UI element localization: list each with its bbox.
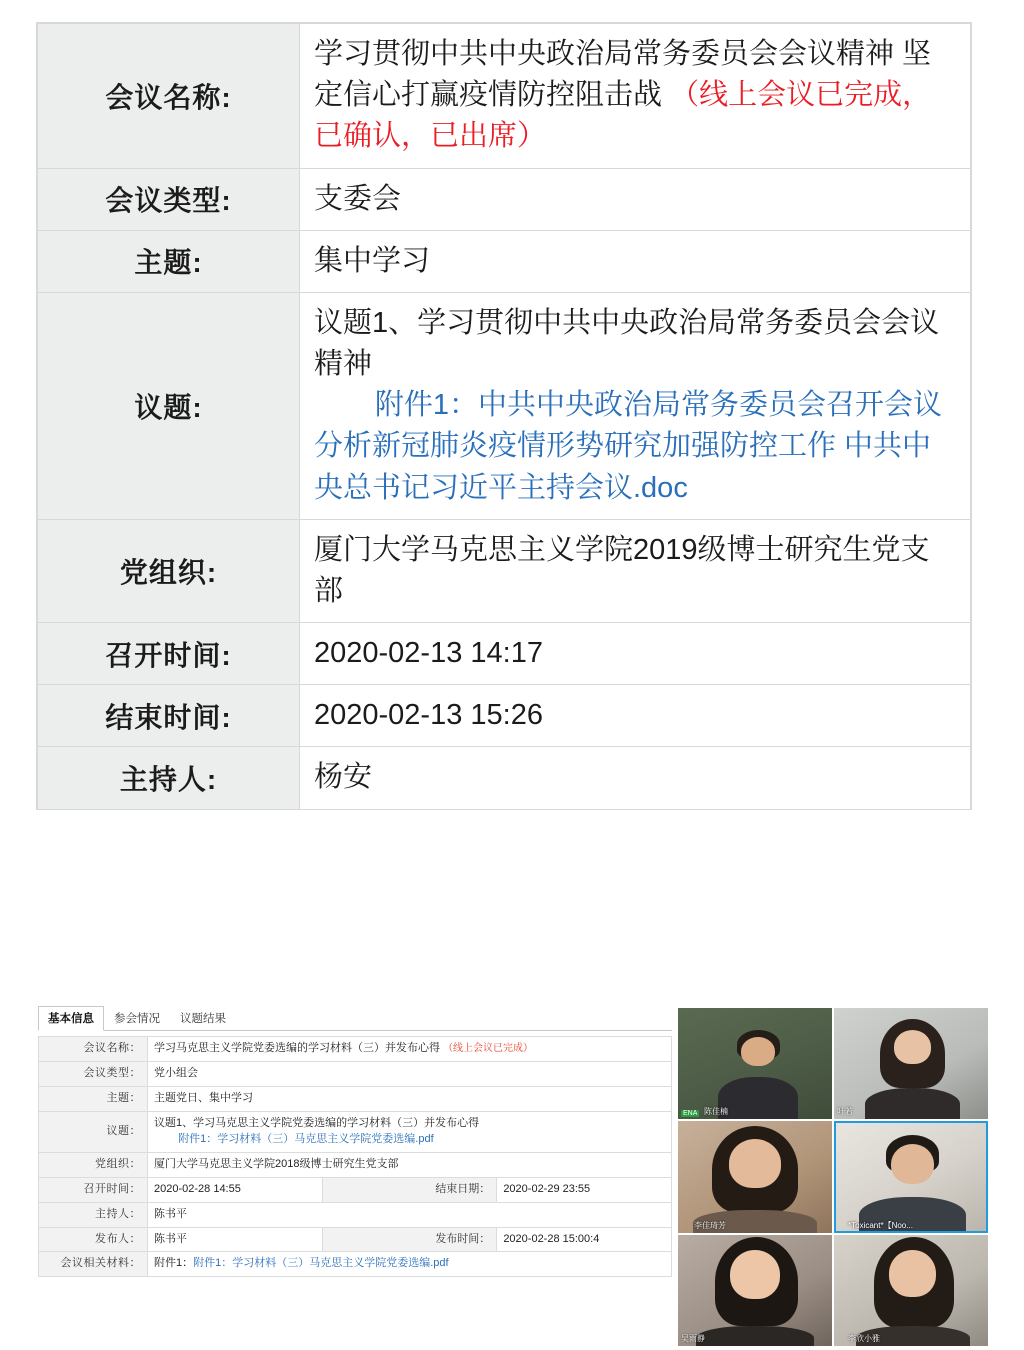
table-row xyxy=(38,519,971,622)
row-value-meeting-name xyxy=(300,24,971,169)
mini-label-materials: 会议相关材料： xyxy=(39,1252,148,1277)
row-label-organization: 党组织: xyxy=(38,519,300,622)
table-row xyxy=(38,24,971,169)
mini-materials-prefix: 附件1： xyxy=(154,1257,194,1270)
mini-value-meeting-name xyxy=(148,1037,672,1062)
video-tile[interactable] xyxy=(834,1008,988,1119)
tab-agenda-result[interactable]: 议题结果 xyxy=(180,1013,226,1025)
table-row xyxy=(39,1202,672,1227)
mini-value-topic: 主题党日、集中学习 xyxy=(148,1086,672,1111)
row-value-end-time: 2020-02-13 15:26 xyxy=(300,685,971,747)
mini-meeting-name-status: （线上会议已完成） xyxy=(443,1043,534,1054)
participant-face xyxy=(741,1037,775,1066)
embedded-screenshot-panel xyxy=(0,1000,1024,1350)
table-row xyxy=(38,623,971,685)
tab-bar xyxy=(38,1008,672,1031)
row-value-topic: 集中学习 xyxy=(300,230,971,292)
participant-name: 李欣小雅 xyxy=(848,1334,880,1343)
tab-basic-info[interactable]: 基本信息 xyxy=(38,1006,104,1031)
mini-meeting-name-text: 学习马克思主义学院党委选编的学习材料（三）并发布心得 xyxy=(154,1042,440,1054)
row-label-host: 主持人: xyxy=(38,747,300,809)
table-row xyxy=(38,292,971,519)
mini-label-host: 主持人： xyxy=(39,1202,148,1227)
video-tile-active-speaker[interactable] xyxy=(834,1121,988,1232)
mini-label-organization: 党组织： xyxy=(39,1152,148,1177)
mini-agenda-attachment-link[interactable]: 附件1：学习材料（三）马克思主义学院党委选编.pdf xyxy=(178,1132,434,1145)
table-row xyxy=(39,1177,672,1202)
table-row xyxy=(39,1252,672,1277)
table-row xyxy=(38,230,971,292)
tab-attendance[interactable]: 参会情况 xyxy=(114,1013,160,1025)
row-label-end-time: 结束时间: xyxy=(38,685,300,747)
video-tile[interactable] xyxy=(834,1235,988,1346)
participant-face xyxy=(891,1144,934,1184)
mini-meeting-form xyxy=(38,1008,672,1340)
row-label-topic: 主题: xyxy=(38,230,300,292)
row-label-meeting-name: 会议名称: xyxy=(38,24,300,169)
row-value-start-time: 2020-02-13 14:17 xyxy=(300,623,971,685)
table-row xyxy=(38,747,971,809)
mini-label-meeting-type: 会议类型： xyxy=(39,1061,148,1086)
row-label-agenda: 议题: xyxy=(38,292,300,519)
mini-materials-link[interactable]: 附件1：学习材料（三）马克思主义学院党委选编.pdf xyxy=(193,1257,449,1270)
mini-value-host: 陈书平 xyxy=(148,1202,672,1227)
row-label-start-time: 召开时间: xyxy=(38,623,300,685)
agenda-attachment-link[interactable]: 附件1：中共中央政治局常务委员会召开会议 分析新冠肺炎疫情形势研究加强防控工作 中共中央总书记习近平主持会议.doc xyxy=(314,389,943,504)
mini-value-publisher: 陈书平 xyxy=(148,1227,323,1252)
participant-body xyxy=(865,1088,960,1119)
table-row xyxy=(39,1037,672,1062)
table-row xyxy=(39,1152,672,1177)
participant-body xyxy=(718,1077,798,1119)
mini-value-organization: 厦门大学马克思主义学院2018级博士研究生党支部 xyxy=(148,1152,672,1177)
participant-name: 陈佳楠 xyxy=(704,1107,728,1117)
status-badge: ENA xyxy=(683,1110,698,1118)
table-row xyxy=(39,1227,672,1252)
row-label-meeting-type: 会议类型: xyxy=(38,168,300,230)
mini-agenda-text: 议题1、学习马克思主义学院党委选编的学习材料（三）并发布心得 xyxy=(154,1116,480,1129)
meeting-name-text: 学习贯彻中共中央政治局常务委员会会议精神 坚定信心打赢疫情防控阻击战 xyxy=(314,38,932,112)
mini-value-publish-time: 2020-02-28 15:00:4 xyxy=(497,1227,672,1252)
table-row xyxy=(38,168,971,230)
participant-face xyxy=(730,1250,779,1299)
mini-label-publisher: 发布人： xyxy=(39,1227,148,1252)
video-tile[interactable] xyxy=(678,1008,832,1119)
meeting-name-status: （线上会议已完成，已确认，已出席） xyxy=(314,79,932,153)
participant-body xyxy=(696,1326,813,1346)
video-tile[interactable] xyxy=(678,1235,832,1346)
meeting-detail-table xyxy=(37,23,971,810)
participant-name: *Toxicant*【Noo... xyxy=(848,1220,913,1230)
row-value-host: 杨安 xyxy=(300,747,971,809)
row-value-meeting-type: 支委会 xyxy=(300,168,971,230)
row-value-organization: 厦门大学马克思主义学院2019级博士研究生党支部 xyxy=(300,519,971,622)
meeting-detail-frame xyxy=(36,22,972,810)
mini-label-meeting-name: 会议名称： xyxy=(39,1037,148,1062)
video-conference-grid xyxy=(678,1008,988,1346)
participant-face xyxy=(889,1250,935,1297)
participant-name: 吴雨静 xyxy=(681,1334,705,1343)
mini-value-end-time: 2020-02-29 23:55 xyxy=(497,1177,672,1202)
mini-detail-table xyxy=(38,1036,672,1277)
mini-value-agenda xyxy=(148,1111,672,1152)
table-row xyxy=(39,1111,672,1152)
mini-label-agenda: 议题： xyxy=(39,1111,148,1152)
mini-value-materials xyxy=(148,1252,672,1277)
participant-face xyxy=(894,1030,931,1063)
table-row xyxy=(39,1086,672,1111)
table-row xyxy=(39,1061,672,1086)
agenda-text: 议题1、学习贯彻中共中央政治局常务委员会会议精神 xyxy=(314,306,940,381)
row-value-agenda xyxy=(300,292,971,519)
participant-name: 李佳琦芳 xyxy=(694,1220,726,1230)
table-row xyxy=(38,685,971,747)
video-tile[interactable] xyxy=(678,1121,832,1232)
mini-value-meeting-type: 党小组会 xyxy=(148,1061,672,1086)
mini-value-start-time: 2020-02-28 14:55 xyxy=(148,1177,323,1202)
mini-label-start-time: 召开时间： xyxy=(39,1177,148,1202)
mini-label-end-time: 结束日期： xyxy=(322,1177,497,1202)
participant-name: 叶若 xyxy=(837,1107,853,1117)
mini-label-publish-time: 发布时间： xyxy=(322,1227,497,1252)
participant-face xyxy=(729,1139,781,1188)
mini-label-topic: 主题： xyxy=(39,1086,148,1111)
